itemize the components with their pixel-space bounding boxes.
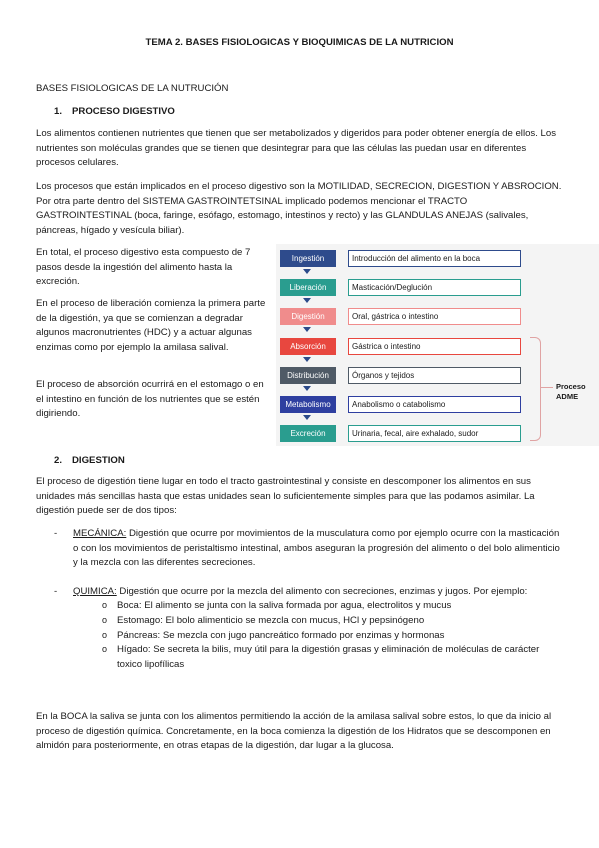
- adme-label-line1: Proceso: [556, 382, 586, 391]
- step-absorption: Absorción: [280, 338, 336, 355]
- adme-brace-tick: [541, 387, 553, 388]
- arrow-down-icon: [303, 386, 311, 391]
- subtitle: BASES FISIOLOGICAS DE LA NUTRUCIÓN: [36, 83, 229, 94]
- arrow-down-icon: [303, 269, 311, 274]
- list-item-quimica: [36, 585, 564, 673]
- step-distribution-desc: Órganos y tejidos: [348, 367, 521, 384]
- step-ingestion-desc: Introducción del alimento en la boca: [348, 250, 521, 267]
- quimica-examples-list: [91, 599, 564, 672]
- paragraph-processes: Los procesos que están implicados en el proceso digestivo son la MOTILIDAD, SECRECION, DIGESTION Y ABSROCION. Por otra parte dentro del SISTEMA GASTROINTETSINAL implicado podemos mencionar el TRACTO GASTROINTESTINAL (boca, faringe, esófago, estomago, intestinos y recto) y las GLANDULAS ANEJAS (salivales, páncreas, hígado y vesícula biliar).: [36, 181, 562, 236]
- section-2-heading: [54, 455, 125, 466]
- step-distribution: Distribución: [280, 367, 336, 384]
- arrow-down-icon: [303, 415, 311, 420]
- step-excretion: Excreción: [280, 425, 336, 442]
- section-2-number: 2.: [54, 455, 63, 466]
- list-item-mecanica: [36, 527, 564, 571]
- step-metabolism: Metabolismo: [280, 396, 336, 413]
- arrow-down-icon: [303, 327, 311, 332]
- term-quimica: QUIMICA:: [73, 585, 117, 597]
- text-quimica: Digestión que ocurre por la mezcla del alimento con secreciones, enzimas y jugos. Por ejemplo:: [116, 585, 528, 597]
- list-item-estomago: o Estomago: El bolo alimenticio se mezcla con mucus, HCl y pepsinógeno: [91, 614, 564, 629]
- step-digestion-desc: Oral, gástrica o intestino: [348, 308, 521, 325]
- section-1-heading: [54, 106, 175, 117]
- section-2-title: DIGESTION: [72, 455, 125, 466]
- paragraph-boca: En la BOCA la saliva se junta con los alimentos permitiendo la acción de la amilasa salival sobre estos, lo que da inicio al proceso de digestión química. Concretamente, en la boca comienza la digestión de los Hidratos que se descomponen en almidón para posteriormente, en otras etapas de la digestión, dar lugar a la glucosa.: [36, 711, 552, 752]
- term-mecanica: MECÁNICA:: [73, 528, 127, 539]
- list-item-pancreas: o Páncreas: Se mezcla con jugo pancreático formado por enzimas y hormonas: [91, 629, 564, 644]
- step-liberation: Liberación: [280, 279, 336, 296]
- document-title: TEMA 2. BASES FISIOLOGICAS Y BIOQUIMICAS DE LA NUTRICION: [145, 37, 454, 48]
- text-mecanica: Digestión que ocurre por movimientos de la musculatura como por ejemplo ocurre con la masticación o con los movimientos de peristaltismo intestinal, ambos aseguran la progresión del alimento o del bolo alimenticio y la mezcla con las diferentes secreciones.: [73, 528, 560, 569]
- digestive-process-diagram: [276, 244, 599, 446]
- step-ingestion: Ingestión: [280, 250, 336, 267]
- step-absorption-desc: Gástrica o intestino: [348, 338, 521, 355]
- adme-brace: [530, 337, 541, 441]
- list-item-higado: o Hígado: Se secreta la bilis, muy útil para la digestión grasas y eliminación de moléculas de carácter toxico lipofílicas: [91, 643, 564, 672]
- digestion-types-list: [36, 527, 564, 672]
- arrow-down-icon: [303, 298, 311, 303]
- paragraph-absorption: El proceso de absorción ocurrirá en el estomago o en el intestino en función de los nutrientes que se estén digiriendo.: [36, 379, 264, 420]
- list-item-boca: o Boca: El alimento se junta con la saliva formada por agua, electrolitos y mucus: [91, 599, 564, 614]
- step-excretion-desc: Urinaria, fecal, aire exhalado, sudor: [348, 425, 521, 442]
- paragraph-seven-steps: En total, el proceso digestivo esta compuesto de 7 pasos desde la ingestión del alimento hasta la excreción.: [36, 247, 251, 288]
- arrow-down-icon: [303, 357, 311, 362]
- adme-label-line2: ADME: [556, 392, 579, 401]
- paragraph-intro: Los alimentos contienen nutrientes que tienen que ser metabolizados y digeridos para poder obtener energía de ellos. Los nutrientes son moléculas grandes que se tienen que desintegrar para que las células las puedan usar en diferentes procesos celulares.: [36, 128, 557, 169]
- paragraph-liberation: En el proceso de liberación comienza la primera parte de la digestión, ya que se comienzan a degradar algunos macronutrientes (HDC) y a actuar algunas enzimas como por ejemplo la amilasa salival.: [36, 298, 266, 353]
- section-1-title: PROCESO DIGESTIVO: [72, 106, 175, 117]
- step-metabolism-desc: Anabolismo o catabolismo: [348, 396, 521, 413]
- paragraph-digestion: El proceso de digestión tiene lugar en todo el tracto gastrointestinal y consiste en descomponer los alimentos en sus unidades más sencillas hasta que estas unidades sean lo suficientemente simples para que las podamos asimilar. La digestión puede ser de dos tipos:: [36, 476, 535, 517]
- adme-label: [556, 382, 586, 402]
- step-liberation-desc: Masticación/Deglución: [348, 279, 521, 296]
- step-digestion: Digestión: [280, 308, 336, 325]
- section-1-number: 1.: [54, 106, 63, 117]
